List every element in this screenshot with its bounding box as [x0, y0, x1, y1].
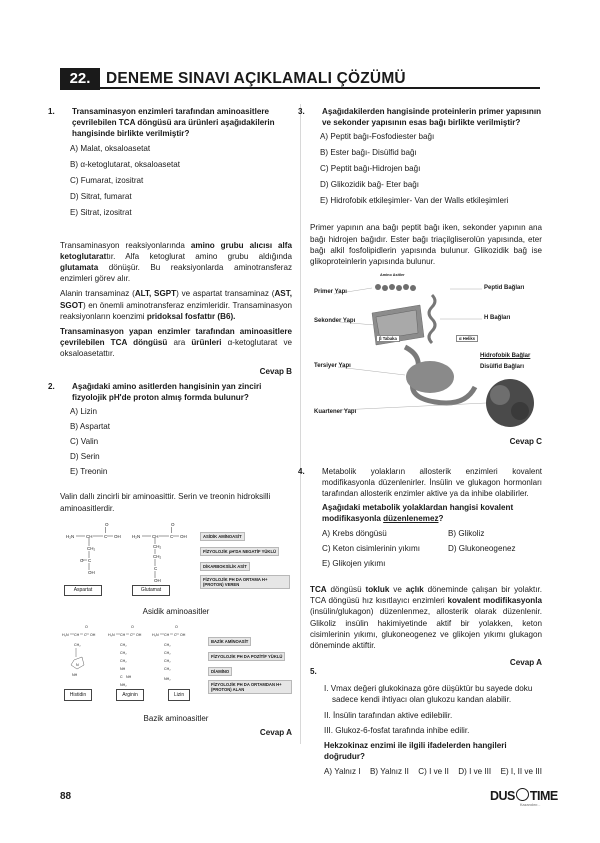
- acidic-tag: ASİDİK AMİNOASİT: [200, 532, 245, 541]
- acidic-tag: FİZYOLOJİK pH'DA NEGATİF YÜKLÜ: [200, 547, 279, 556]
- kuartener-label: Kuartener Yapı: [314, 409, 357, 415]
- svg-text:CH: CH: [152, 534, 159, 539]
- svg-text:CH: CH: [86, 534, 93, 539]
- tersiyer-label: Tersiyer Yapı: [314, 363, 351, 369]
- basic-tag: BAZİK AMİNOASİT: [208, 637, 251, 646]
- svg-text:CH₂: CH₂: [87, 546, 96, 551]
- q1-option: C) Fumarat, izositrat: [70, 175, 144, 185]
- svg-text:OH: OH: [114, 534, 121, 539]
- q4-question: Aşağıdaki metabolik yolaklardan hangisi kovalent modifikasyonla düzenlenemez?: [322, 502, 514, 523]
- basic-caption: Bazik aminoasitler: [143, 714, 209, 723]
- q1-explanation-1: Transaminasyon reaksiyonlarında amino grubu alıcısı alfa ketoglutarattır. Alfa ketoglurat amino grubu aldığında glutamata dönüşür. Bu reaksiyonlarda aminotransferaz enzimleri görev alır.: [60, 240, 293, 284]
- svg-text:O: O: [105, 522, 109, 527]
- q3-option: D) Glikozidik bağ- Eter bağı: [320, 180, 419, 190]
- q2-option: E) Treonin: [70, 467, 108, 477]
- svg-text:O: O: [171, 522, 175, 527]
- brand-logo: DUS TIME: [490, 789, 558, 803]
- svg-text:O: O: [80, 558, 84, 563]
- question-2: 2. Aşağıdaki amino asitlerden hangisinin yan zinciri fizyolojik pH'de proton almış formda bulunur? A) Lizin B) Aspartat C) Valin D) Serin E) Treonin Valin dallı zincirli bir aminoasittir. Serin ve treonin hidroksilli aminoasitlerdir.: [60, 381, 292, 514]
- svg-text:O: O: [131, 625, 134, 629]
- q4-option: E) Glikojen yıkımı: [322, 559, 386, 569]
- svg-text:C: C: [120, 675, 123, 679]
- q3-option: C) Peptit bağı-Hidrojen bağı: [320, 164, 421, 174]
- svg-text:OH: OH: [154, 578, 161, 583]
- svg-text:C: C: [84, 633, 87, 637]
- q5-statement: III. Glukoz-6-fosfat tarafında inhibe edilir.: [324, 725, 470, 735]
- svg-text:N: N: [76, 663, 79, 667]
- q1-option: E) Sitrat, izositrat: [70, 207, 132, 217]
- basic-tag: FİZYOLOJİK PH DA POZİTİF YÜKLÜ: [208, 652, 285, 661]
- aspartat-label: Aspartat: [64, 585, 102, 596]
- svg-text:C: C: [174, 633, 177, 637]
- q5-stem: Hekzokinaz enzimi ile ilgili ifadelerden hangileri doğrudur?: [324, 741, 507, 762]
- alpha-helix-label: α Heliks: [456, 335, 478, 342]
- q5-number: 5.: [310, 667, 317, 676]
- svg-text:H₂N: H₂N: [152, 633, 159, 637]
- q4-answer: Cevap A: [509, 658, 542, 668]
- page-number: 88: [60, 791, 72, 802]
- svg-text:C: C: [130, 633, 133, 637]
- svg-text:CH₂: CH₂: [164, 651, 171, 655]
- q2-option: D) Serin: [70, 452, 100, 462]
- q3-stem: Aşağıdakilerden hangisinde proteinlerin primer yapısının ve sekonder yapısının esas bağı birlikte verilmiştir?: [322, 107, 542, 128]
- q1-answer: Cevap B: [259, 366, 292, 376]
- histidin-label: Histidin: [64, 689, 92, 701]
- q2-answer: Cevap A: [259, 728, 292, 737]
- svg-text:NH: NH: [126, 675, 132, 679]
- q3-option: E) Hidrofobik etkileşimler- Van der Walls etkileşimleri: [320, 196, 509, 206]
- q4-option: A) Krebs döngüsü: [322, 529, 387, 539]
- svg-text:H₂N: H₂N: [62, 633, 69, 637]
- protein-structure-figure: [310, 275, 542, 430]
- q2-stem: Aşağıdaki amino asitlerden hangisinin yan zinciri fizyolojik pH'de proton almış formda bulunur?: [72, 382, 262, 403]
- svg-text:H₂N: H₂N: [132, 534, 141, 539]
- q5-statement: I. Vmax değeri glukokinaza göre düşüktür bu sayede doku sadece kendi ihtiyacı olan glukozu kandan alabilir.: [324, 684, 533, 705]
- tooth-icon: [516, 788, 529, 801]
- hidrofobik-label: Hidrofobik Bağlar: [480, 353, 531, 359]
- svg-text:NH: NH: [72, 673, 78, 677]
- q3-option: B) Ester bağı- Disülfid bağı: [320, 148, 417, 158]
- svg-text:NH₂: NH₂: [120, 683, 127, 687]
- svg-text:C: C: [154, 566, 158, 571]
- question-5: [310, 666, 542, 778]
- svg-text:C: C: [170, 534, 174, 539]
- svg-text:OH: OH: [180, 534, 187, 539]
- page-title: DENEME SINAVI AÇIKLAMALI ÇÖZÜMÜ: [106, 70, 406, 87]
- svg-text:CH₂: CH₂: [164, 643, 171, 647]
- svg-text:H₂N: H₂N: [66, 534, 75, 539]
- q2-explanation: Valin dallı zincirli bir aminoasittir. Serin ve treonin hidroksilli aminoasitlerdir.: [60, 492, 271, 513]
- q5-option: C) I ve II: [418, 767, 449, 777]
- q2-option: C) Valin: [70, 437, 99, 447]
- svg-text:CH₂: CH₂: [164, 667, 171, 671]
- svg-text:OH: OH: [88, 570, 95, 575]
- arginin-label: Arginin: [116, 689, 144, 701]
- svg-text:CH: CH: [74, 633, 80, 637]
- q1-explanation-3: Transaminasyon yapan enzimler tarafından aminoasitlere çevrilebilen TCA döngüsü ara ürünleri α-ketoglutarat ve oksaloasetattır.: [60, 327, 292, 359]
- q5-option: E) I, II ve III: [500, 767, 542, 777]
- sekonder-label: Sekonder Yapı: [314, 318, 356, 324]
- svg-text:CH: CH: [120, 633, 126, 637]
- acidic-tag: DİKARBOKSİLİK ASİT: [200, 562, 250, 571]
- q5-option: B) Yalnız II: [370, 767, 409, 777]
- primer-label: Primer Yapı: [314, 289, 347, 295]
- q4-explanation: TCA döngüsü tokluk ve açlık döneminde çalışan bir yolaktır. TCA döngüsü hız kısıtlayıcı enzimleri kovalent modifikasyonla (insülin/glukagon) düzenlenmez, allosterik olarak düzenlenir. Glikoliz insülin hakimiyetinde aktif bir yolakken, keton cisimlerinin yıkımı, glukoneogenez ve glikojen yıkımı glukagon döneminde aktiftir.: [310, 585, 542, 651]
- h-bonds-label: H Bağları: [484, 315, 511, 321]
- q5-option: A) Yalnız I: [324, 767, 361, 777]
- svg-text:O: O: [85, 625, 88, 629]
- svg-text:OH: OH: [90, 633, 96, 637]
- q3-explanation: Primer yapının ana bağı peptit bağı iken, sekonder yapının ana bağı hidrojen bağıdır. Ester bağı triaçilgliserolün yapısında, eter bağı alkil fosfolipidlerin yapısında bulunur. Glikozidik bağ ise glikoproteinlerin yapısında bulunur.: [310, 223, 542, 267]
- svg-text:CH: CH: [164, 633, 170, 637]
- q5-statement: II. İnsülin tarafından aktive edilebilir.: [324, 710, 453, 720]
- q4-option: C) Keton cisimlerinin yıkımı: [322, 544, 421, 554]
- q4-option: D) Glukoneogenez: [448, 544, 516, 554]
- basic-amino-acids-figure: [60, 624, 292, 704]
- basic-tag: FİZYOLOJİK PH DA ORTAMDAN H+ (PROTON) ALAN: [208, 680, 292, 694]
- q2-option: B) Aspartat: [70, 422, 111, 432]
- svg-text:CH₂: CH₂: [120, 643, 127, 647]
- question-4: 4. Metabolik yolakların allosterik enzimleri kovalent modifikasyonla düzenlenirler. İnsülin ve glukagon hormonları tarafından allosterik enzimler aktive ya da inhibe olabilirler. Aşağıdaki metabolik yolaklardan hangisi kovalent modifikasyonla düzenlenemez? A) Krebs döngüsü B) Glikoliz C) Keton cisimlerinin yıkımı D) Glukoneogenez E) Glikojen yıkımı TCA döngüsü tokluk ve açlık döneminde çalışan bir yolaktır. TCA döngüsü hız kısıtlayıcı enzimleri kovalent modifikasyonla (insülin/glukagon) düzenlenmez, allosterik olarak düzenlenir. Glikoliz insülin hakimiyetinde aktif bir yolakken, keton cisimlerinin yıkımı, glukoneogenez ve glikojen yıkımı glukagon döneminde aktiftir. Cevap A: [298, 467, 542, 668]
- exam-number: 22.: [60, 68, 100, 90]
- peptid-label: Peptid Bağları: [484, 285, 525, 291]
- svg-text:NH₂: NH₂: [164, 677, 171, 681]
- amino-asitler-label: Amino Asitler: [380, 273, 405, 277]
- q1-option: D) Sitrat, fumarat: [70, 191, 132, 201]
- q1-option: B) α-ketoglutarat, oksaloasetat: [70, 159, 180, 169]
- q4-stem: Metabolik yolakların allosterik enzimleri kovalent modifikasyonla düzenlenirler. İnsülin ve glukagon hormonları tarafından allosterik enzimler aktive ya da inhibe olabilirler.: [322, 467, 542, 499]
- q5-option: D) I ve III: [458, 767, 492, 777]
- disulfid-label: Disülfid Bağları: [480, 364, 525, 370]
- acidic-tag: FİZYOLOJİK PH DA ORTAMA H+ (PROTON) VEREN: [200, 575, 290, 589]
- column-divider: [300, 104, 301, 744]
- svg-text:NH: NH: [120, 667, 126, 671]
- svg-text:C: C: [104, 534, 108, 539]
- beta-sheet-label: β Tabaka: [376, 335, 400, 342]
- svg-text:CH₂: CH₂: [153, 544, 162, 549]
- svg-text:OH: OH: [180, 633, 186, 637]
- basic-tag: DİAMİNO: [208, 667, 232, 676]
- header-rule: [60, 87, 540, 89]
- page-header: [60, 68, 540, 90]
- glutamat-label: Glutamat: [132, 585, 170, 596]
- q1-option: A) Malat, oksaloasetat: [70, 143, 151, 153]
- logo-slogan: Kazandırır...: [520, 803, 541, 807]
- question-1: 1. Transaminasyon enzimleri tarafından aminoasitlere çevrilebilen TCA döngüsü ara ürünleri aşağıdakilerin hangisinde birlikte verilmiştir? A) Malat, oksaloasetat B) α-ketoglutarat, oksaloasetat C) Fumarat, izositrat D) Sitrat, fumarat E) Sitrat, izositrat Transaminasyon reaksiyonlarında amino grubu alıcısı alfa ketoglutarattır. Alfa ketoglurat amino grubu aldığında glutamata dönüşür. Bu reaksiyonlarda aminotransferaz enzimleri görev alır. Alanin transaminaz (ALT, SGPT) ve aspartat transaminaz (AST, SGOT) en önemli aminotransferaz enzimleridir. Transaminasyon reaksiyonların koenzimi pridoksal fosfattır (B6). Transaminasyon yapan enzimler tarafından aminoasitlere çevrilebilen TCA döngüsü ara ürünleri α-ketoglutarat ve oksaloasetattır. Cevap B: [48, 107, 293, 376]
- q2-option: A) Lizin: [70, 407, 97, 417]
- svg-text:H₂N: H₂N: [108, 633, 115, 637]
- question-3: 3. Aşağıdakilerden hangisinde proteinlerin primer yapısının ve sekonder yapısının esas bağı birlikte verilmiştir? A) Peptit bağı-Fosfodiester bağı B) Ester bağı- Disülfid bağı C) Peptit bağı-Hidrojen bağı D) Glikozidik bağ- Eter bağı E) Hidrofobik etkileşimler- Van der Walls etkileşimleri Primer yapının ana bağı peptit bağı iken, sekonder yapının ana bağı hidrojen bağıdır. Ester bağı triaçilgliserolün yapısında, eter bağı alkil fosfolipidlerin yapısında bulunur. Glikozidik bağ ise glikoproteinlerin yapısında bulunur.: [298, 107, 542, 267]
- acidic-amino-acids-figure: [60, 520, 292, 595]
- svg-text:CH₂: CH₂: [120, 651, 127, 655]
- svg-text:O: O: [175, 625, 178, 629]
- svg-text:C: C: [88, 558, 92, 563]
- q3-answer: Cevap C: [509, 437, 542, 446]
- svg-text:CH₂: CH₂: [120, 659, 127, 663]
- svg-text:CH₂: CH₂: [153, 554, 162, 559]
- svg-text:OH: OH: [136, 633, 142, 637]
- acidic-structures: [60, 520, 200, 595]
- q4-option: B) Glikoliz: [448, 529, 485, 539]
- lizin-label: Lizin: [168, 689, 190, 701]
- q1-stem: Transaminasyon enzimleri tarafından aminoasitlere çevrilebilen TCA döngüsü ara ürünleri aşağıdakilerin hangisinde birlikte verilmiştir?: [72, 107, 275, 139]
- acidic-caption: Asidik aminoasitler: [142, 607, 210, 616]
- svg-text:CH₂: CH₂: [74, 643, 81, 647]
- q3-option: A) Peptit bağı-Fosfodiester bağı: [320, 132, 435, 142]
- q1-explanation-2: Alanin transaminaz (ALT, SGPT) ve aspartat transaminaz (AST, SGOT) en önemli aminotransferaz enzimleridir. Transaminasyon reaksiyonların koenzimi pridoksal fosfattır (B6).: [60, 289, 292, 321]
- svg-text:CH₂: CH₂: [164, 659, 171, 663]
